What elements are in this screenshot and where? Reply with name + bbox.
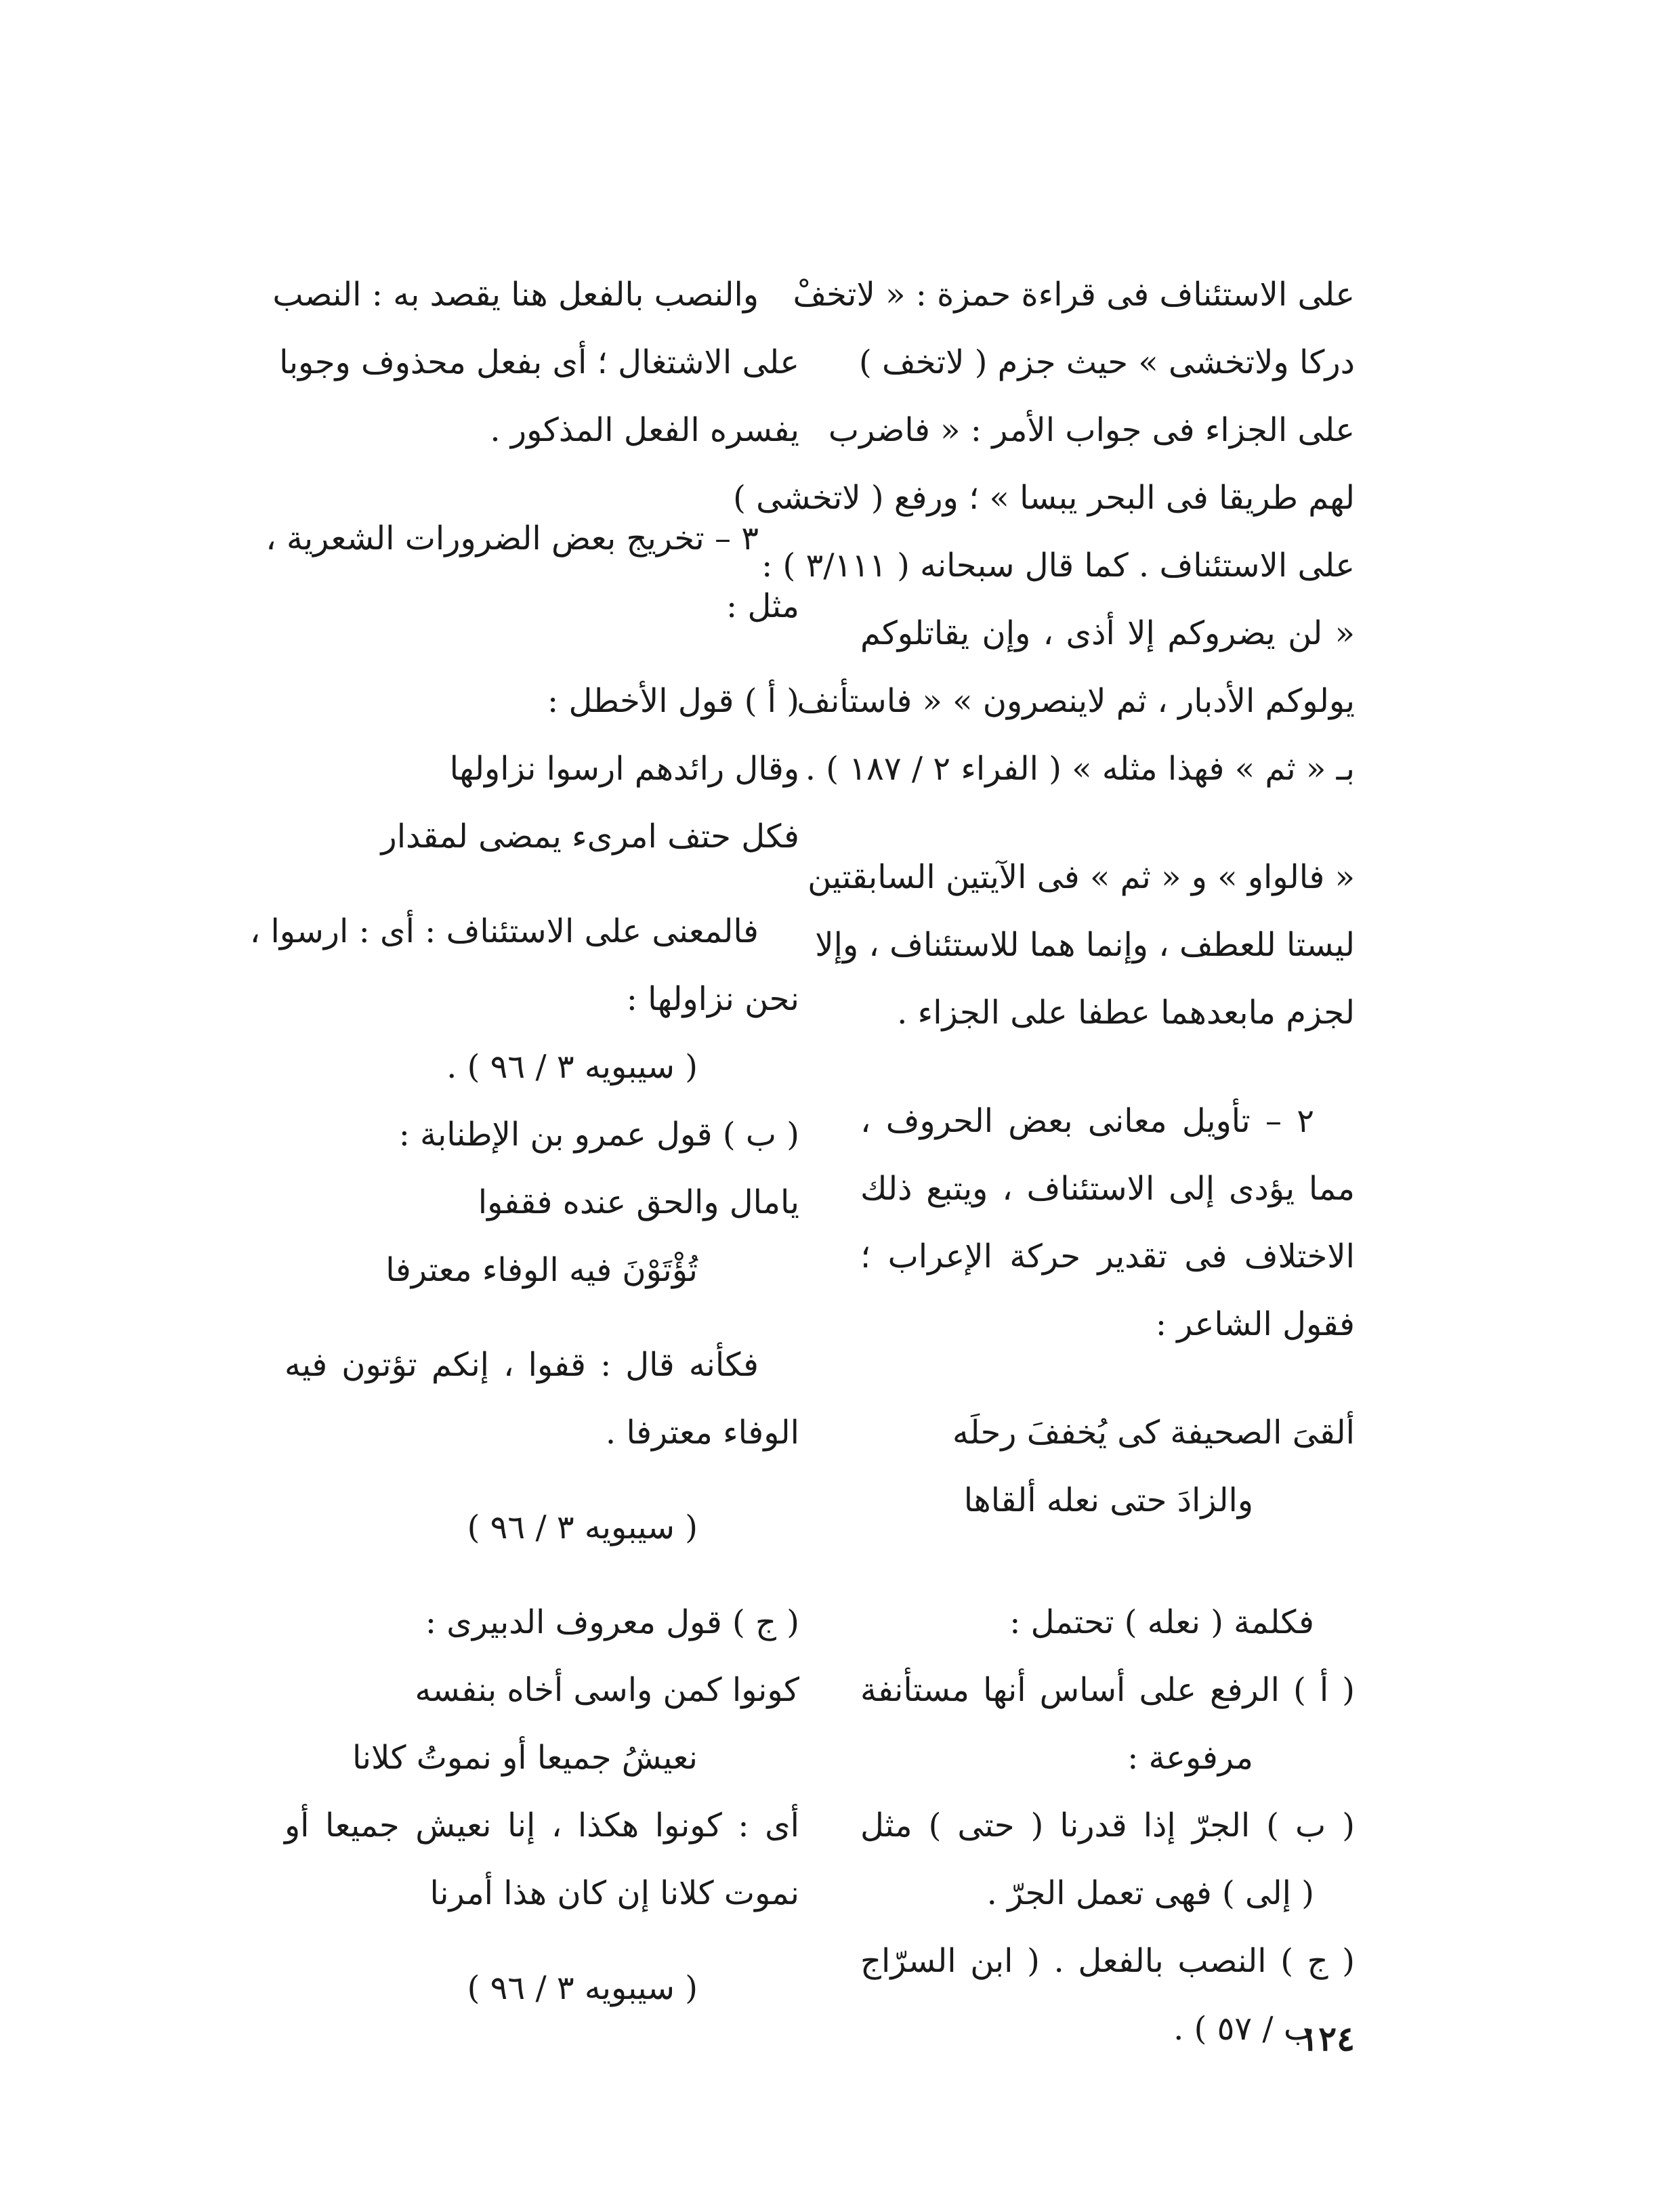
text-line: فقول الشاعر :: [1155, 1305, 1355, 1343]
reference: ( سيبويه ٣ / ٩٦ ) .: [446, 1048, 698, 1086]
verse-line: يامال والحق عنده فقفوا: [478, 1183, 799, 1221]
text-line: ( ب ) الجرّ إذا قدرنا ( حتى ) مثل: [860, 1807, 1355, 1845]
verse-line: ألقىَ الصحيفة كى يُخففَ رحلَه: [952, 1414, 1355, 1452]
reference: ( سيبويه ٣ / ٩٦ ): [467, 1509, 698, 1546]
verse-line: تُؤْتَوْنَ فيه الوفاء معترفا: [385, 1251, 698, 1289]
text-line: لجزم مابعدهما عطفا على الجزاء .: [897, 994, 1355, 1032]
text-line: والنصب بالفعل هنا يقصد به : النصب: [272, 276, 759, 314]
text-line: « فالواو » و « ثم » فى الآيتين السابقتين: [807, 858, 1355, 896]
text-line: فكلمة ( نعله ) تحتمل :: [1009, 1603, 1314, 1641]
text-line: يفسره الفعل المذكور .: [490, 411, 799, 449]
text-line: على الاشتغال ؛ أى بفعل محذوف وجوبا: [279, 343, 799, 381]
text-line: ( ج ) النصب بالفعل . ( ابن السرّاج: [860, 1942, 1355, 1980]
text-line: على الاستئناف . كما قال سبحانه ( ٣/١١١ ) :: [761, 547, 1355, 585]
text-line: مما يؤدى إلى الاستئناف ، ويتبع ذلك: [860, 1170, 1355, 1208]
text-line: فكأنه قال : قفوا ، إنكم تؤتون فيه: [285, 1346, 759, 1384]
text-line: ب / ٥٧ ) .: [1173, 2010, 1314, 2048]
text-line: نحن نزاولها :: [626, 980, 799, 1018]
text-line: ليستا للعطف ، وإنما هما للاستئناف ، وإلا: [815, 926, 1355, 964]
page-number: ١٢٤: [1300, 2019, 1355, 2059]
text-line: مثل :: [726, 587, 799, 625]
text-line: على الاستئناف فى قراءة حمزة : « لاتخفْ: [793, 276, 1355, 314]
text-line: « لن يضروكم إلا أذى ، وإن يقاتلوكم: [860, 614, 1355, 652]
verse-line: وقال رائدهم ارسوا نزاولها: [449, 750, 799, 788]
item-heading: ( ب ) قول عمرو بن الإطنابة :: [398, 1116, 799, 1154]
text-line: الاختلاف فى تقدير حركة الإعراب ؛: [860, 1238, 1355, 1276]
text-line: ( أ ) الرفع على أساس أنها مستأنفة: [860, 1671, 1355, 1709]
text-line: لهم طريقا فى البحر يبسا » ؛ ورفع ( لاتخشى ): [733, 479, 1355, 517]
text-line: يولوكم الأدبار ، ثم لاينصرون » « فاستأنف: [797, 682, 1355, 720]
text-line: دركا ولاتخشى » حيث جزم ( لاتخف ): [859, 343, 1355, 381]
text-line: أى : كونوا هكذا ، إنا نعيش جميعا أو: [285, 1807, 799, 1845]
text-line: مرفوعة :: [1127, 1739, 1253, 1777]
text-line: بـ « ثم » فهذا مثله » ( الفراء ٢ / ١٨٧ ) .: [805, 750, 1355, 788]
text-line: ( إلى ) فهى تعمل الجرّ .: [986, 1874, 1314, 1912]
verse-line: نعيشُ جميعا أو نموتُ كلانا: [352, 1739, 698, 1777]
text-line: الوفاء معترفا .: [605, 1414, 799, 1452]
verse-line: والزادَ حتى نعله ألقاها: [963, 1481, 1253, 1519]
verse-line: كونوا كمن واسى أخاه بنفسه: [415, 1671, 799, 1709]
reference: ( سيبويه ٣ / ٩٦ ): [467, 1969, 698, 2007]
section-heading: ٢ – تأويل معانى بعض الحروف ،: [860, 1102, 1314, 1140]
text-line: على الجزاء فى جواب الأمر : « فاضرب: [828, 411, 1355, 449]
section-heading: ٣ – تخريج بعض الضرورات الشعرية ،: [266, 520, 759, 557]
item-heading: ( أ ) قول الأخطل :: [547, 682, 799, 720]
left-column: [249, 261, 799, 2022]
verse-line: فكل حتف امرىء يمضى لمقدار: [381, 818, 799, 856]
text-line: فالمعنى على الاستئناف : أى : ارسوا ،: [249, 912, 759, 950]
item-heading: ( ج ) قول معروف الدبيرى :: [425, 1603, 799, 1641]
text-line: نموت كلانا إن كان هذا أمرنا: [429, 1874, 799, 1912]
right-column: [733, 261, 1355, 2063]
